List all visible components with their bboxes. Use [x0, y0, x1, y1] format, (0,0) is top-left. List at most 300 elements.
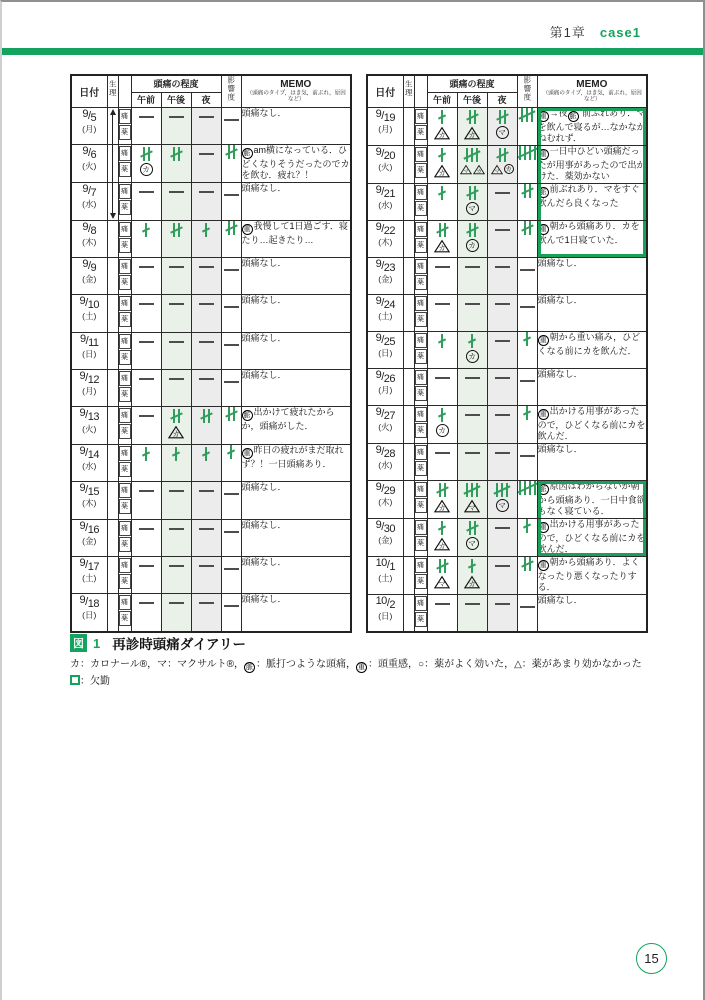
date-cell: [367, 183, 403, 220]
pain-row-label: 痛: [415, 482, 427, 497]
highlight-box: [538, 518, 647, 556]
no-headache-dash: [435, 452, 450, 454]
impact-cell: [221, 257, 241, 294]
impact-cell: [221, 107, 241, 144]
menstruation-cell: [403, 183, 414, 220]
no-headache-dash: [224, 119, 239, 121]
morning-marks-cell: [427, 220, 457, 257]
date-value: 9/20: [375, 145, 395, 162]
day-of-week: (日): [378, 347, 393, 358]
pain-marks: [162, 221, 191, 239]
pulsating-headache-icon: 脈: [243, 412, 251, 420]
medication-marks: [192, 276, 221, 294]
tally-mark-2: [205, 223, 207, 237]
pain-row-label: 痛: [119, 222, 131, 237]
morning-marks-cell: [427, 443, 457, 480]
medication-marks: [132, 500, 161, 518]
no-headache-dash: [199, 341, 214, 343]
medication-marks: [488, 239, 517, 257]
tally-mark-2: [175, 447, 177, 461]
pain-med-label-cell: [414, 257, 427, 294]
pain-marks: [192, 482, 221, 500]
morning-marks-cell: [131, 444, 161, 481]
morning-marks-cell: [427, 294, 457, 331]
tally-mark-2: [526, 332, 528, 346]
pain-row-label: 痛: [415, 596, 427, 611]
med-triangle-カ: [464, 575, 480, 589]
pain-marks: [192, 445, 221, 463]
medication-marks: [192, 612, 221, 630]
medication-marks: [488, 537, 517, 555]
date-value: 9/19: [375, 107, 395, 124]
morning-marks-cell: [131, 407, 161, 444]
pain-marks: [458, 595, 487, 613]
heavy-head-icon: 重: [539, 336, 547, 344]
pain-marks: [428, 146, 457, 164]
pain-marks: [458, 557, 487, 575]
date-value: 9/27: [375, 405, 395, 422]
figure-label-box: 図: [70, 634, 87, 652]
medication-marks: [428, 387, 457, 405]
tally-mark-3: [469, 521, 476, 535]
med-triangle-マ: [434, 575, 450, 589]
medication-marks: [428, 462, 457, 480]
med-circle-マ: マ: [466, 537, 479, 550]
morning-marks-cell: [131, 220, 161, 257]
page-number-badge: [636, 943, 667, 974]
night-marks-cell: [191, 144, 221, 182]
menstruation-cell: [107, 332, 118, 369]
pain-marks: [162, 370, 191, 388]
no-headache-dash: [199, 153, 214, 155]
pain-marks: [162, 557, 191, 575]
pain-row-label: 痛: [415, 222, 427, 237]
morning-marks-cell: [427, 405, 457, 443]
pain-marks: [132, 183, 161, 201]
med-row-label: 薬: [119, 125, 131, 140]
tally-mark-3: [439, 559, 446, 573]
tally-mark-3: [469, 223, 476, 237]
pain-marks: [162, 145, 191, 163]
seiri-label: 生理: [108, 80, 118, 98]
menstruation-cell: [403, 556, 414, 594]
med-row-label: 薬: [119, 387, 131, 402]
date-cell: [367, 220, 403, 257]
night-marks-cell: [191, 183, 221, 220]
med-triangle-カ: [434, 126, 450, 140]
pain-marks: [458, 481, 487, 499]
medication-marks: [192, 351, 221, 369]
impact-cell: [517, 368, 537, 405]
pain-marks: [132, 108, 161, 126]
col-header-date: 日付: [367, 75, 403, 107]
pain-row-label: 痛: [119, 296, 131, 311]
impact-cell: [221, 332, 241, 369]
menstruation-cell: [107, 519, 118, 556]
morning-marks-cell: [427, 594, 457, 632]
date-value: 9/28: [375, 443, 395, 460]
pain-marks: [162, 482, 191, 500]
memo-cell: 頭痛なし．: [537, 368, 647, 405]
medication-marks: [132, 126, 161, 144]
pain-marks: [132, 520, 161, 538]
memo-cell: 重 →夜 脈 前ぶれあり．マを飲んで寝るが…なかなかねむれず．: [537, 107, 647, 145]
med-row-label: 薬: [119, 350, 131, 365]
diary-row: [367, 107, 647, 145]
date-value: 9/30: [375, 518, 395, 535]
tally-mark-3: [524, 184, 531, 198]
pulsating-headache-icon: 脈: [243, 149, 251, 157]
pain-row-label: 痛: [415, 445, 427, 460]
morning-marks-cell: [427, 107, 457, 145]
pain-marks: [458, 444, 487, 462]
day-of-week: (土): [82, 311, 97, 322]
no-headache-dash: [169, 116, 184, 118]
pain-row-label: 痛: [415, 296, 427, 311]
med-row-label: 薬: [415, 386, 427, 401]
legend-line-1: カ：カロナール®，マ：マクサルト®， 脈 ：脈打つような頭痛， 重 ：頭重感，○：薬がよく効いた，△：薬があまり効かなかった: [70, 659, 642, 671]
pain-marks: [488, 519, 517, 537]
pain-marks: [162, 594, 191, 612]
pain-marks: [192, 520, 221, 538]
pain-marks: [428, 221, 457, 239]
menstruation-cell: [107, 295, 118, 332]
diary-row: [367, 220, 647, 257]
date-cell: [367, 107, 403, 145]
medication-marks: [132, 276, 161, 294]
tally-mark-2: [526, 519, 528, 533]
date-value: 9/5: [82, 107, 97, 124]
medication-marks: [162, 239, 191, 257]
no-headache-dash: [495, 192, 510, 194]
date-value: 10/2: [375, 594, 395, 611]
pain-row-label: 痛: [119, 146, 131, 161]
night-marks-cell: [487, 183, 517, 220]
night-marks-cell: [487, 257, 517, 294]
no-headache-dash: [495, 340, 510, 342]
night-marks-cell: [487, 405, 517, 443]
highlight-box: [538, 145, 647, 183]
date-cell: [367, 518, 403, 556]
header-rule: [2, 48, 703, 55]
pain-marks: [488, 221, 517, 239]
afternoon-marks-cell: [161, 556, 191, 593]
night-marks-cell: [487, 107, 517, 145]
no-headache-dash: [520, 606, 535, 608]
date-cell: [367, 443, 403, 480]
medication-marks: [192, 425, 221, 443]
memo-title: MEMO: [576, 78, 608, 90]
medication-marks: [428, 164, 457, 182]
pain-marks: [162, 407, 191, 425]
figure-title: 再診時頭痛ダイアリー: [112, 637, 247, 652]
pain-marks: [132, 594, 161, 612]
heavy-head-icon: 重: [358, 664, 366, 671]
med-triangle-カ: [168, 425, 184, 439]
day-of-week: (月): [378, 384, 393, 395]
medication-marks: [458, 276, 487, 294]
menstruation-cell: [107, 482, 118, 519]
no-headache-dash: [199, 116, 214, 118]
day-of-week: (日): [82, 610, 97, 621]
day-of-week: (木): [378, 496, 393, 507]
pain-marks: [488, 557, 517, 575]
med-circle-カ: カ: [140, 163, 153, 176]
running-head: [550, 22, 641, 41]
medication-marks: [192, 388, 221, 406]
pulsating-headache-icon: 脈: [539, 485, 547, 493]
med-circle-カ: カ: [466, 350, 479, 363]
no-headache-dash: [199, 565, 214, 567]
morning-marks-cell: [427, 480, 457, 518]
tally-mark-2: [471, 334, 473, 348]
date-cell: [71, 482, 107, 519]
tally-mark-3: [228, 145, 235, 159]
night-marks-cell: [191, 444, 221, 481]
night-marks-cell: [487, 518, 517, 556]
pain-med-label-cell: [118, 556, 131, 593]
diary-row: [71, 370, 351, 407]
medication-marks: [428, 350, 457, 368]
no-headache-dash: [465, 266, 480, 268]
med-triangle-カ: [473, 164, 485, 175]
medication-marks: [458, 350, 487, 368]
day-of-week: (木): [82, 236, 97, 247]
no-headache-dash: [435, 377, 450, 379]
med-row-label: 薬: [415, 125, 427, 140]
tally-mark-4: [496, 483, 508, 497]
pain-marks: [132, 482, 161, 500]
pain-marks: [488, 444, 517, 462]
memo-cell: 重 我慢して1日過ごす．寝たり…起きたり…: [241, 220, 351, 257]
med-row-label: 薬: [119, 499, 131, 514]
day-of-week: (月): [82, 386, 97, 397]
impact-cell: [517, 294, 537, 331]
menstruation-cell: [403, 405, 414, 443]
no-headache-dash: [224, 531, 239, 533]
tally-mark-2: [441, 110, 443, 124]
diary-row: [367, 257, 647, 294]
morning-marks-cell: [131, 107, 161, 144]
afternoon-marks-cell: [457, 107, 487, 145]
diary-row: [71, 220, 351, 257]
night-marks-cell: [191, 594, 221, 632]
med-row-label: 薬: [415, 536, 427, 551]
med-row-label: 薬: [415, 163, 427, 178]
impact-label: 影響度: [226, 76, 236, 102]
headache-diary-table-right: [366, 74, 648, 633]
diary-row: [71, 556, 351, 593]
date-value: 9/23: [375, 257, 395, 274]
date-value: 9/9: [82, 257, 97, 274]
col-header-am: 午前: [427, 92, 457, 107]
day-of-week: (水): [82, 460, 97, 471]
tally-mark-3: [499, 148, 506, 162]
pain-row-label: 痛: [119, 259, 131, 274]
tally-mark-3: [228, 221, 235, 235]
medication-marks: [488, 126, 517, 144]
svg-text:カ: カ: [438, 244, 446, 253]
impact-cell: [221, 144, 241, 182]
medication-marks: [162, 201, 191, 219]
pain-marks: [428, 557, 457, 575]
pain-marks: [458, 519, 487, 537]
afternoon-marks-cell: [161, 107, 191, 144]
diary-row: [71, 144, 351, 182]
tally-mark-5: [519, 481, 536, 495]
date-cell: [71, 556, 107, 593]
medication-marks: [488, 350, 517, 368]
med-row-label: 薬: [119, 462, 131, 477]
med-row-label: 薬: [119, 424, 131, 439]
medication-marks: [132, 201, 161, 219]
pain-marks: [132, 295, 161, 313]
no-headache-dash: [465, 414, 480, 416]
medication-marks: [192, 239, 221, 257]
tally-mark-3: [173, 409, 180, 423]
date-value: 9/14: [79, 444, 99, 461]
svg-text:カ: カ: [438, 542, 446, 551]
pain-row-label: 痛: [415, 259, 427, 274]
pain-marks: [162, 333, 191, 351]
tally-mark-2: [145, 223, 147, 237]
medication-marks: [488, 202, 517, 220]
medication-marks: [192, 500, 221, 518]
col-header-degree: 頭痛の程度: [131, 75, 221, 92]
diary-row: [367, 480, 647, 518]
diary-row: [367, 518, 647, 556]
med-row-label: 薬: [415, 238, 427, 253]
date-value: 9/22: [375, 220, 395, 237]
medication-marks: [458, 462, 487, 480]
no-headache-dash: [139, 415, 154, 417]
med-row-label: 薬: [415, 201, 427, 216]
medication-marks: [162, 388, 191, 406]
pain-marks: [192, 333, 221, 351]
date-cell: [71, 220, 107, 257]
menstruation-cell: [403, 480, 414, 518]
pain-med-label-cell: [118, 257, 131, 294]
pain-marks: [458, 146, 487, 164]
col-header-date: 日付: [71, 75, 107, 107]
afternoon-marks-cell: [161, 220, 191, 257]
pain-row-label: 痛: [119, 109, 131, 124]
col-header-painmed: [414, 75, 427, 107]
col-header-degree: 頭痛の程度: [427, 75, 517, 92]
arrow-down-icon: [110, 213, 116, 219]
med-row-label: 薬: [119, 537, 131, 552]
medication-marks: [192, 538, 221, 556]
date-value: 9/11: [79, 332, 99, 349]
tally-mark-3: [469, 110, 476, 124]
day-of-week: (土): [378, 572, 393, 583]
medication-marks: [162, 575, 191, 593]
date-cell: [367, 405, 403, 443]
no-headache-dash: [199, 191, 214, 193]
diary-row: [367, 183, 647, 220]
day-of-week: (土): [378, 310, 393, 321]
svg-text:マ: マ: [462, 168, 469, 175]
pain-med-label-cell: [414, 405, 427, 443]
menstruation-cell: [403, 368, 414, 405]
impact-cell: [517, 405, 537, 443]
diary-tables: [70, 74, 648, 633]
absence-square-icon: [70, 675, 80, 685]
heavy-head-icon: 重: [539, 561, 547, 569]
date-value: 9/13: [79, 407, 99, 424]
pain-marks: [192, 594, 221, 612]
tally-mark-4: [521, 108, 533, 122]
med-triangle-カ: [434, 499, 450, 513]
no-headache-dash: [224, 194, 239, 196]
tally-mark-5: [519, 146, 536, 160]
col-header-night: 夜: [487, 92, 517, 107]
date-cell: [367, 257, 403, 294]
heavy-head-icon: 重: [539, 112, 547, 120]
tally-mark-2: [471, 559, 473, 573]
pain-marks: [192, 183, 221, 201]
pain-marks: [428, 406, 457, 424]
no-headache-dash: [199, 378, 214, 380]
date-value: 9/7: [82, 183, 97, 200]
pain-row-label: 痛: [119, 483, 131, 498]
pain-marks: [428, 481, 457, 499]
afternoon-marks-cell: [457, 480, 487, 518]
med-circle-カ: カ: [436, 424, 449, 437]
no-headache-dash: [224, 605, 239, 607]
memo-cell: 頭痛なし．: [241, 556, 351, 593]
memo-cell: 脈 原因はわからないが朝から頭痛あり．一日中食欲もなく寝ている．: [537, 480, 647, 518]
pulsating-headache-icon: 脈: [539, 188, 547, 196]
diary-row: [71, 295, 351, 332]
memo-note: （頭痛のタイプ，はき気，前ぶれ，原因など）: [246, 90, 346, 103]
night-marks-cell: [191, 220, 221, 257]
afternoon-marks-cell: [457, 294, 487, 331]
pain-marks: [428, 332, 457, 350]
night-marks-cell: [487, 594, 517, 632]
pain-marks: [488, 184, 517, 202]
date-cell: [71, 295, 107, 332]
memo-cell: 頭痛なし．: [537, 257, 647, 294]
no-headache-dash: [199, 266, 214, 268]
pain-marks: [132, 407, 161, 425]
heavy-head-icon: 重: [539, 523, 547, 531]
med-row-label: 薬: [415, 612, 427, 627]
svg-text:カ: カ: [172, 430, 180, 439]
pain-marks: [488, 369, 517, 387]
pain-med-label-cell: [118, 482, 131, 519]
day-of-week: (金): [378, 273, 393, 284]
afternoon-marks-cell: [161, 444, 191, 481]
morning-marks-cell: [131, 370, 161, 407]
pain-med-label-cell: [118, 519, 131, 556]
pain-med-label-cell: [118, 295, 131, 332]
pain-marks: [162, 108, 191, 126]
impact-cell: [221, 370, 241, 407]
seiri-label: 生理: [404, 80, 414, 98]
afternoon-marks-cell: [457, 443, 487, 480]
no-headache-dash: [465, 303, 480, 305]
night-marks-cell: [191, 107, 221, 144]
impact-label: 影響度: [522, 76, 532, 102]
memo-cell: 重 朝から重い痛み，ひどくなる前にカを飲んだ．: [537, 331, 647, 368]
medication-marks: [192, 163, 221, 181]
page-number: 15: [644, 951, 659, 966]
impact-cell: [221, 407, 241, 444]
day-of-week: (日): [378, 610, 393, 621]
impact-cell: [517, 145, 537, 183]
date-cell: [71, 594, 107, 632]
